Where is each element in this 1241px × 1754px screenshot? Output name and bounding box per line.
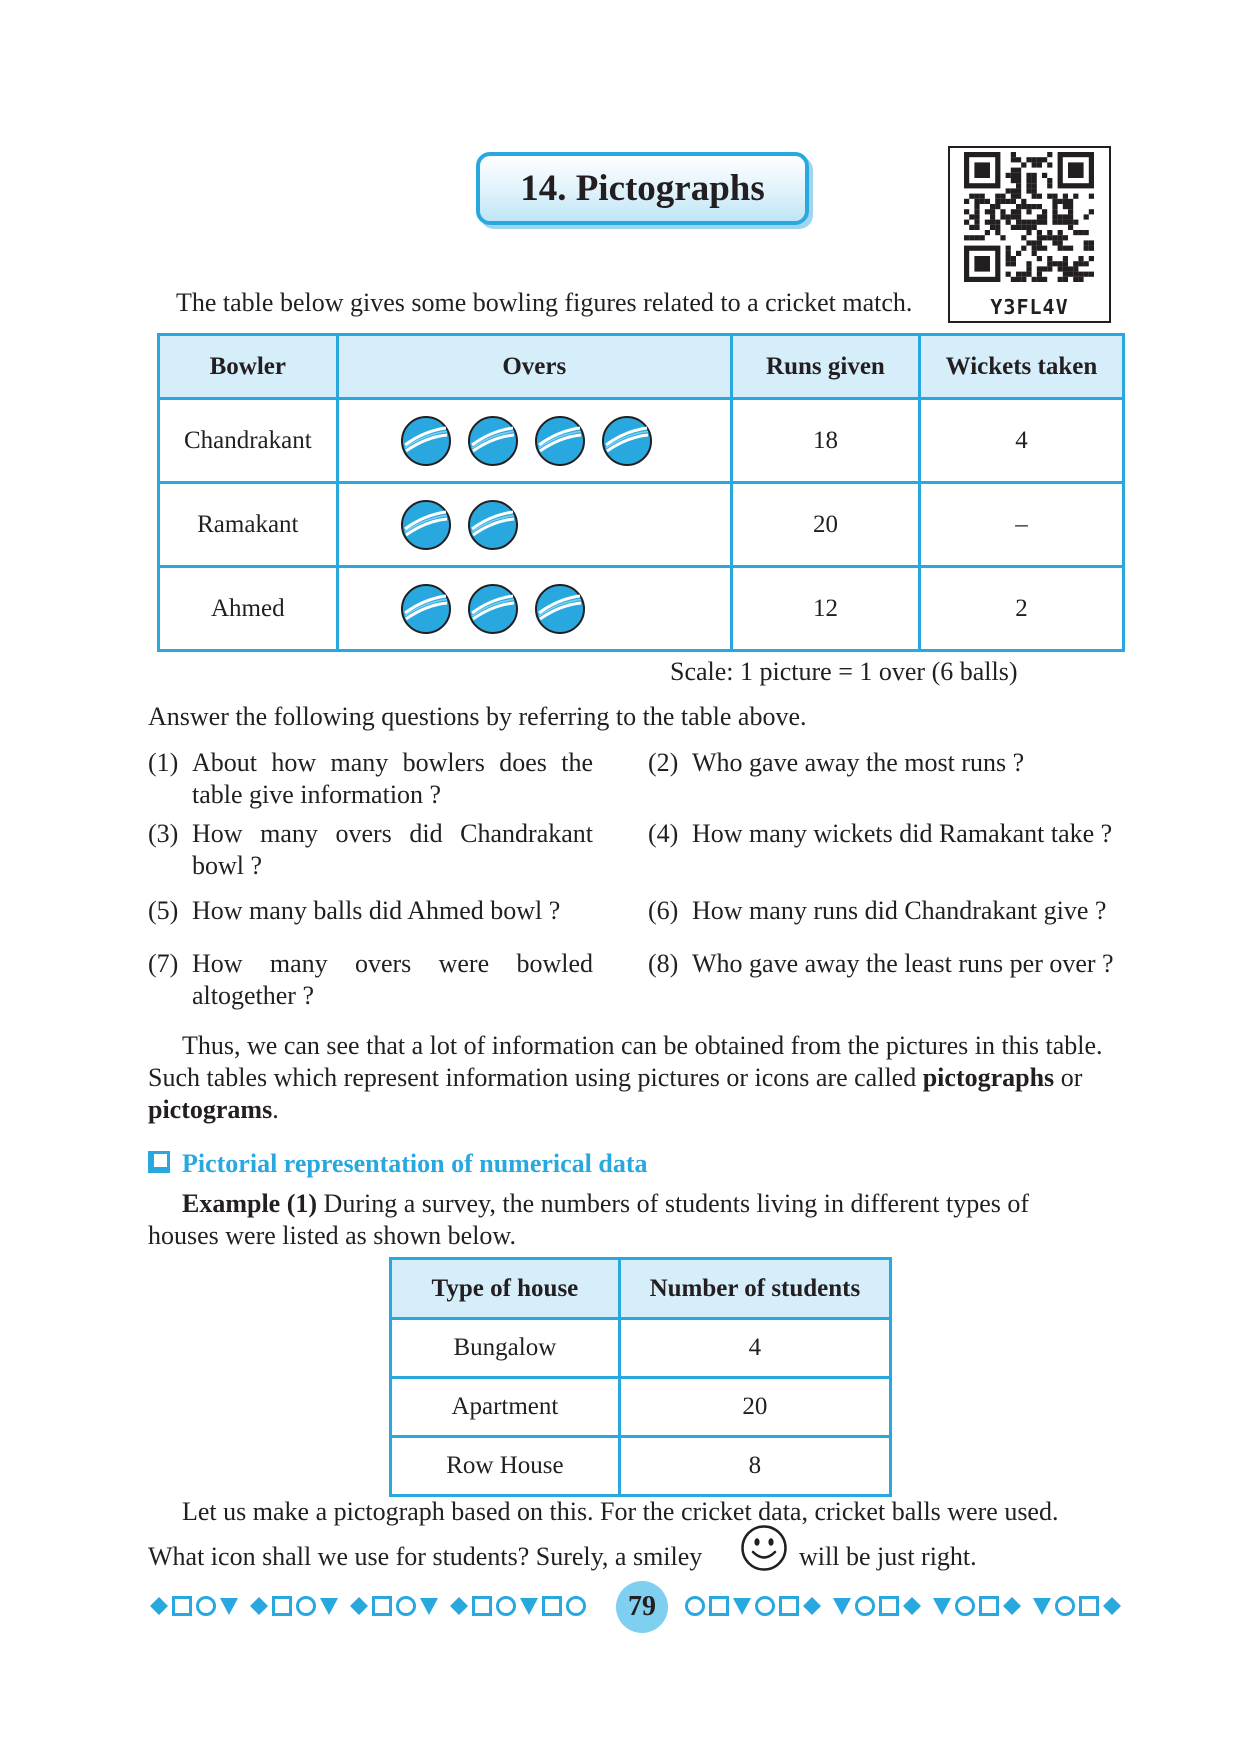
house-type: Apartment <box>391 1378 620 1437</box>
question-7 <box>148 948 593 1012</box>
house-table-header-row <box>391 1259 891 1319</box>
question-3 <box>148 818 593 882</box>
house-type: Bungalow <box>391 1319 620 1378</box>
house-table <box>389 1257 892 1497</box>
table-row <box>391 1437 891 1496</box>
table-row <box>391 1378 891 1437</box>
bowler-name: Ahmed <box>159 567 338 651</box>
bowling-table <box>157 333 1125 652</box>
term-pictograms: pictograms <box>148 1095 273 1124</box>
cricket-ball-icon <box>534 583 586 635</box>
overs-pictograph <box>339 499 730 551</box>
overs-pictograph <box>339 583 730 635</box>
term-pictographs: pictographs <box>922 1063 1055 1092</box>
qr-code-text: Y3FL4V <box>990 295 1069 319</box>
header-bowler: Bowler <box>159 335 338 399</box>
overs-pictograph <box>339 415 730 467</box>
cricket-ball-icon <box>467 583 519 635</box>
para-line-1: Thus, we can see that a lot of information can be obtained from the pictures in this table. <box>182 1031 1103 1060</box>
question-2 <box>648 747 1148 779</box>
page-number: 79 <box>616 1581 668 1633</box>
example-line-1 <box>182 1188 1029 1220</box>
question-8 <box>648 948 1148 980</box>
question-6 <box>648 895 1148 927</box>
runs-given: 18 <box>731 399 919 483</box>
question-text: How many overs were bowled <box>192 949 593 978</box>
cricket-ball-icon <box>400 583 452 635</box>
question-text: About how many bowlers does the <box>192 748 593 777</box>
header-number-of-students: Number of students <box>619 1259 890 1319</box>
runs-given: 20 <box>731 483 919 567</box>
header-type-of-house: Type of house <box>391 1259 620 1319</box>
question-number: (8) <box>648 949 679 978</box>
table-row <box>391 1319 891 1378</box>
overs-cell <box>337 483 731 567</box>
wickets-taken: 4 <box>919 399 1123 483</box>
para-text: . <box>272 1095 279 1124</box>
scale-note: Scale: 1 picture = 1 over (6 balls) <box>670 657 1018 686</box>
section-heading <box>148 1149 648 1179</box>
header-runs-given: Runs given <box>731 335 919 399</box>
question-5 <box>148 895 593 927</box>
cricket-ball-icon <box>400 415 452 467</box>
question-text: bowl ? <box>192 851 263 880</box>
example-text: During a survey, the numbers of students living in different types of <box>317 1189 1030 1218</box>
para-text: or <box>1054 1063 1083 1092</box>
bowling-table-header-row <box>159 335 1124 399</box>
question-text: Who gave away the most runs ? <box>692 748 1025 777</box>
chapter-title: 14. Pictographs <box>476 152 809 225</box>
house-type: Row House <box>391 1437 620 1496</box>
student-count: 20 <box>619 1378 890 1437</box>
overs-cell <box>337 399 731 483</box>
qr-code <box>948 146 1111 323</box>
wickets-taken: 2 <box>919 567 1123 651</box>
question-number: (4) <box>648 819 679 848</box>
cricket-ball-icon <box>467 499 519 551</box>
question-number: (7) <box>148 949 179 978</box>
section-heading-text: Pictorial representation of numerical data <box>182 1149 648 1178</box>
example-label: Example (1) <box>182 1189 318 1218</box>
smiley-icon <box>740 1524 788 1572</box>
question-number: (3) <box>148 819 179 848</box>
question-number: (6) <box>648 896 679 925</box>
bowler-name: Chandrakant <box>159 399 338 483</box>
header-overs: Overs <box>337 335 731 399</box>
table-row <box>159 567 1124 651</box>
question-text: table give information ? <box>192 780 442 809</box>
cricket-ball-icon <box>467 415 519 467</box>
question-text: altogether ? <box>192 981 314 1010</box>
question-text: How many overs did Chandrakant <box>192 819 593 848</box>
qr-code-pattern-icon <box>950 148 1109 288</box>
question-text: How many wickets did Ramakant take ? <box>692 819 1113 848</box>
student-count: 8 <box>619 1437 890 1496</box>
example-line-2: houses were listed as shown below. <box>148 1221 517 1250</box>
bowler-name: Ramakant <box>159 483 338 567</box>
instruction-text: Answer the following questions by referring to the table above. <box>148 702 807 731</box>
question-4 <box>648 818 1148 850</box>
closing-line-2-start: What icon shall we use for students? Surely, a smiley <box>148 1542 703 1571</box>
header-wickets-taken: Wickets taken <box>919 335 1123 399</box>
closing-line-1: Let us make a pictograph based on this. For the cricket data, cricket balls were used. <box>182 1497 1059 1526</box>
question-1 <box>148 747 593 811</box>
para-text: Such tables which represent information using pictures or icons are called <box>148 1063 923 1092</box>
question-number: (5) <box>148 896 179 925</box>
closing-line-2-end: will be just right. <box>799 1542 977 1571</box>
cricket-ball-icon <box>601 415 653 467</box>
square-bullet-icon <box>148 1151 170 1173</box>
question-number: (2) <box>648 748 679 777</box>
question-text: How many balls did Ahmed bowl ? <box>192 896 561 925</box>
para-line-2 <box>148 1062 1082 1094</box>
runs-given: 12 <box>731 567 919 651</box>
para-line-3 <box>148 1094 279 1126</box>
student-count: 4 <box>619 1319 890 1378</box>
cricket-ball-icon <box>400 499 452 551</box>
table-row <box>159 399 1124 483</box>
overs-cell <box>337 567 731 651</box>
question-text: Who gave away the least runs per over ? <box>692 949 1114 978</box>
question-number: (1) <box>148 748 179 777</box>
question-text: How many runs did Chandrakant give ? <box>692 896 1107 925</box>
table-row <box>159 483 1124 567</box>
intro-text: The table below gives some bowling figures related to a cricket match. <box>176 288 913 317</box>
cricket-ball-icon <box>534 415 586 467</box>
wickets-taken: – <box>919 483 1123 567</box>
